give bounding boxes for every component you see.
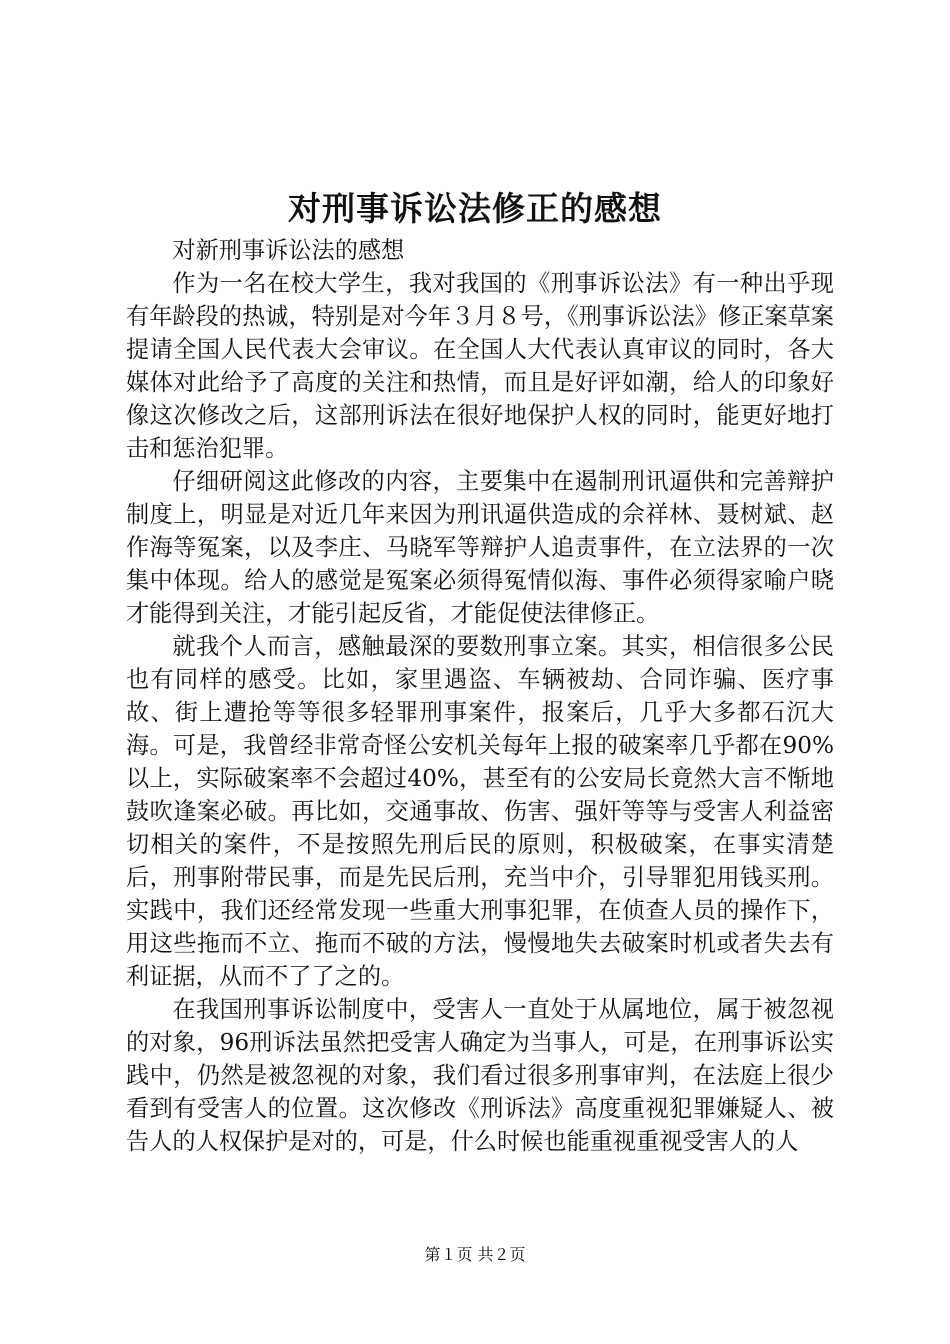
page-number-footer: 第１页 共２页 <box>424 1245 526 1264</box>
document-body <box>126 234 834 1158</box>
document-title: 对刑事诉讼法修正的感想 <box>288 189 662 228</box>
paragraph: 作为一名在校大学生，我对我国的《刑事诉讼法》有一种出乎现有年龄段的热诚，特别是对今年３月８号，《刑事诉讼法》修正案草案提请全国人民代表大会审议。在全国人大代表认真审议的同时，各大媒体对此给予了高度的关注和热情，而且是好评如潮，给人的印象好像这次修改之后，这部刑诉法在很好地保护人权的同时，能更好地打击和惩治犯罪。 <box>126 270 834 462</box>
paragraph: 就我个人而言，感触最深的要数刑事立案。其实，相信很多公民也有同样的感受。比如，家里遇盗、车辆被劫、合同诈骗、医疗事故、街上遭抢等等很多轻罪刑事案件，报案后，几乎大多都石沉大海。可是，我曾经非常奇怪公安机关每年上报的破案率几乎都在90%以上，实际破案率不会超过40%，甚至有的公安局长竟然大言不惭地鼓吹逢案必破。再比如，交通事故、伤害、强奸等等与受害人利益密切相关的案件，不是按照先刑后民的原则，积极破案，在事实清楚后，刑事附带民事，而是先民后刑，充当中介，引导罪犯用钱买刑。实践中，我们还经常发现一些重大刑事犯罪，在侦查人员的操作下，用这些拖而不立、拖而不破的方法，慢慢地失去破案时机或者失去有利证据，从而不了了之的。 <box>126 633 834 990</box>
paragraph-subtitle: 对新刑事诉讼法的感想 <box>172 237 405 264</box>
paragraph: 仔细研阅这此修改的内容，主要集中在遏制刑讯逼供和完善辩护制度上，明显是对近几年来因为刑讯逼供造成的佘祥林、聂树斌、赵作海等冤案，以及李庄、马晓军等辩护人追责事件，在立法界的一次集中体现。给人的感觉是冤案必须得冤情似海、事件必须得家喻户晓才能得到关注，才能引起反省，才能促使法律修正。 <box>126 468 834 627</box>
paragraph: 在我国刑事诉讼制度中，受害人一直处于从属地位，属于被忽视的对象，96刑诉法虽然把受害人确定为当事人，可是，在刑事诉讼实践中，仍然是被忽视的对象，我们看过很多刑事审判，在法庭上很少看到有受害人的位置。这次修改《刑诉法》高度重视犯罪嫌疑人、被告人的人权保护是对的，可是，什么时候也能重视重视受害人的人 <box>126 996 834 1155</box>
